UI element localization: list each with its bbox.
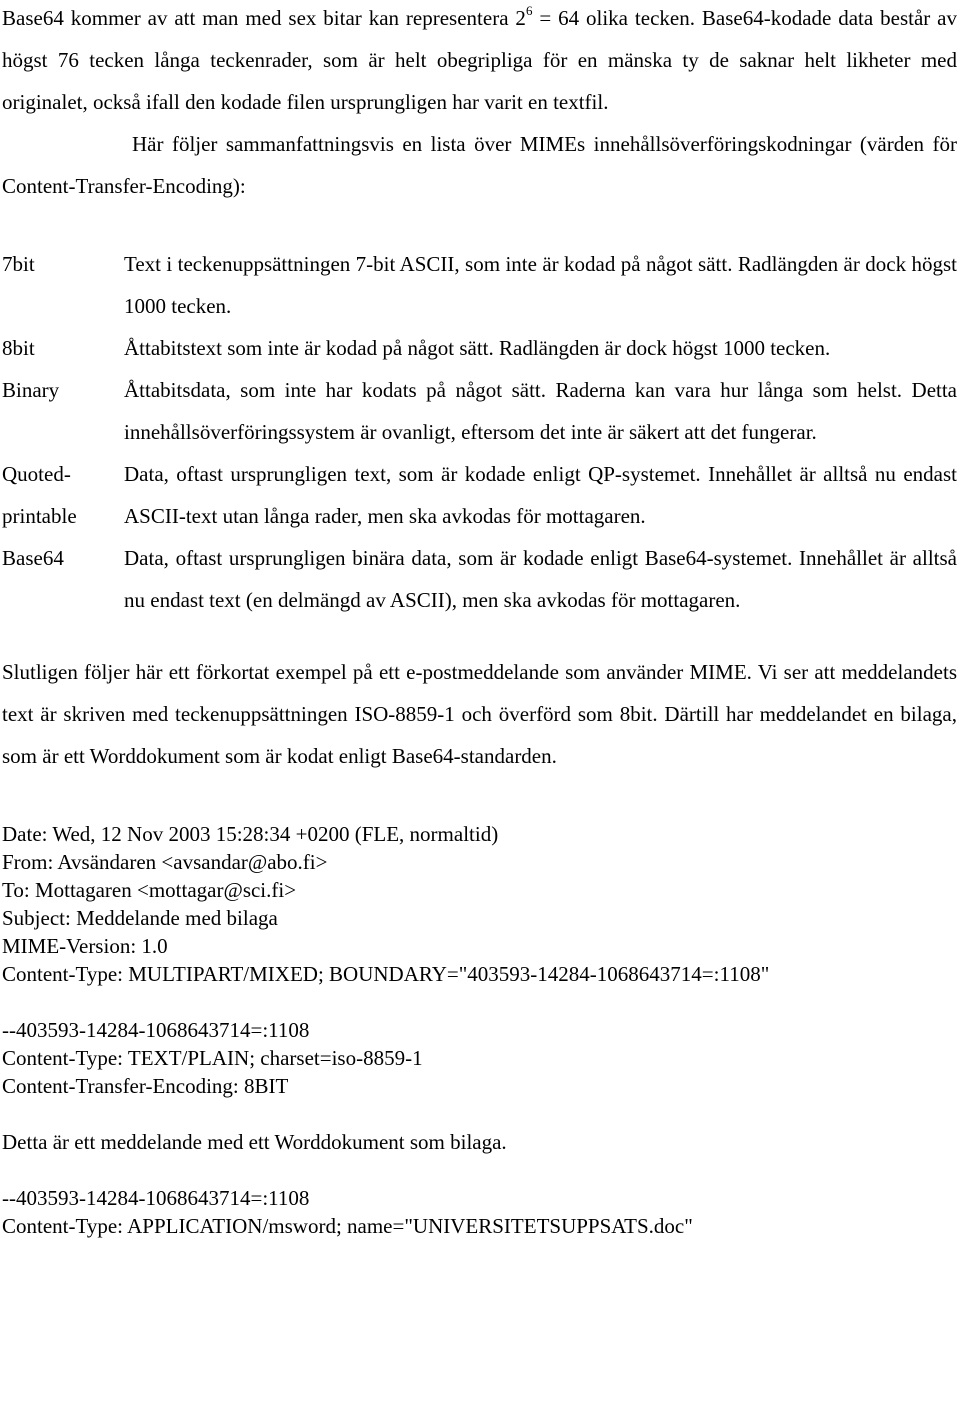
encoding-row-binary [2, 369, 957, 453]
encoding-description: Åttabitstext som inte är kodad på något sätt. Radlängden är dock högst 1000 tecken. [124, 336, 831, 360]
encoding-row-quoted-printable [2, 453, 957, 537]
email-part-content-type: Content-Type: TEXT/PLAIN; charset=iso-8859-1 [2, 1046, 423, 1070]
email-header-date: Date: Wed, 12 Nov 2003 15:28:34 +0200 (FLE, normaltid) [2, 822, 499, 846]
encoding-term: 7bit [2, 252, 35, 276]
email-blank-line [2, 988, 957, 1016]
intro-paragraph [2, 0, 957, 123]
email-header-subject: Subject: Meddelande med bilaga [2, 906, 278, 930]
email-body-text: Detta är ett meddelande med ett Worddokument som bilaga. [2, 1130, 507, 1154]
encoding-description: Åttabitsdata, som inte har kodats på något sätt. Raderna kan vara hur långa som helst. Detta innehållsöverföringssystem är ovanligt, eftersom det inte är säkert att det fungerar. [124, 378, 957, 444]
email-attachment-content-type: Content-Type: APPLICATION/msword; name="UNIVERSITETSUPPSATS.doc" [2, 1214, 693, 1238]
email-header-mime-version: MIME-Version: 1.0 [2, 934, 168, 958]
encoding-term: Base64 [2, 546, 64, 570]
closing-paragraph: Slutligen följer här ett förkortat exempel på ett e-postmeddelande som använder MIME. Vi ser att meddelandets text är skriven med teckenuppsättningen ISO-8859-1 och överförd som 8bit. Därtill har meddelandet en bilaga, som är ett Worddokument som är kodat enligt Base64-standarden. [2, 660, 957, 768]
email-header-from: From: Avsändaren <avsandar@abo.fi> [2, 850, 328, 874]
encoding-term: Quoted-printable [2, 462, 77, 528]
encoding-term: Binary [2, 378, 60, 402]
encoding-row-7bit [2, 243, 957, 327]
email-example [2, 820, 957, 1240]
email-boundary-line: --403593-14284-1068643714=:1108 [2, 1186, 310, 1210]
encoding-description: Data, oftast ursprungligen text, som är kodade enligt QP-systemet. Innehållet är alltså nu endast ASCII-text utan långa rader, men ska avkodas för mottagaren. [124, 462, 957, 528]
email-header-to: To: Mottagaren <mottagar@sci.fi> [2, 878, 297, 902]
encoding-description: Text i teckenuppsättningen 7-bit ASCII, som inte är kodad på något sätt. Radlängden är dock högst 1000 tecken. [124, 252, 957, 318]
encoding-row-base64 [2, 537, 957, 621]
email-header-content-type: Content-Type: MULTIPART/MIXED; BOUNDARY="403593-14284-1068643714=:1108" [2, 962, 770, 986]
email-blank-line [2, 1156, 957, 1184]
email-boundary-line: --403593-14284-1068643714=:1108 [2, 1018, 310, 1042]
encoding-term: 8bit [2, 336, 35, 360]
encoding-description: Data, oftast ursprungligen binära data, som är kodade enligt Base64-systemet. Innehållet är alltså nu endast text (en delmängd av ASCII), men ska avkodas för mottagaren. [124, 546, 957, 612]
lead-paragraph: Här följer sammanfattningsvis en lista över MIMEs innehållsöverföringskodningar (värden för Content-Transfer-Encoding): [2, 132, 957, 198]
encoding-row-8bit [2, 327, 957, 369]
intro-text-part2: = 64 olika tecken. Base64-kodade data består av högst 76 tecken långa teckenrader, som är helt obegripliga för en mänska ty de saknar helt likheter med originalet, också ifall den kodade filen ursprungligen har varit en textfil. [2, 6, 958, 114]
email-blank-line [2, 1100, 957, 1128]
intro-text-part1: Base64 kommer av att man med sex bitar kan representera 2 [2, 6, 526, 30]
email-part-transfer-encoding: Content-Transfer-Encoding: 8BIT [2, 1074, 289, 1098]
intro-exponent: 6 [525, 3, 533, 18]
encoding-definition-list [2, 243, 957, 621]
document-body [2, 0, 957, 1240]
